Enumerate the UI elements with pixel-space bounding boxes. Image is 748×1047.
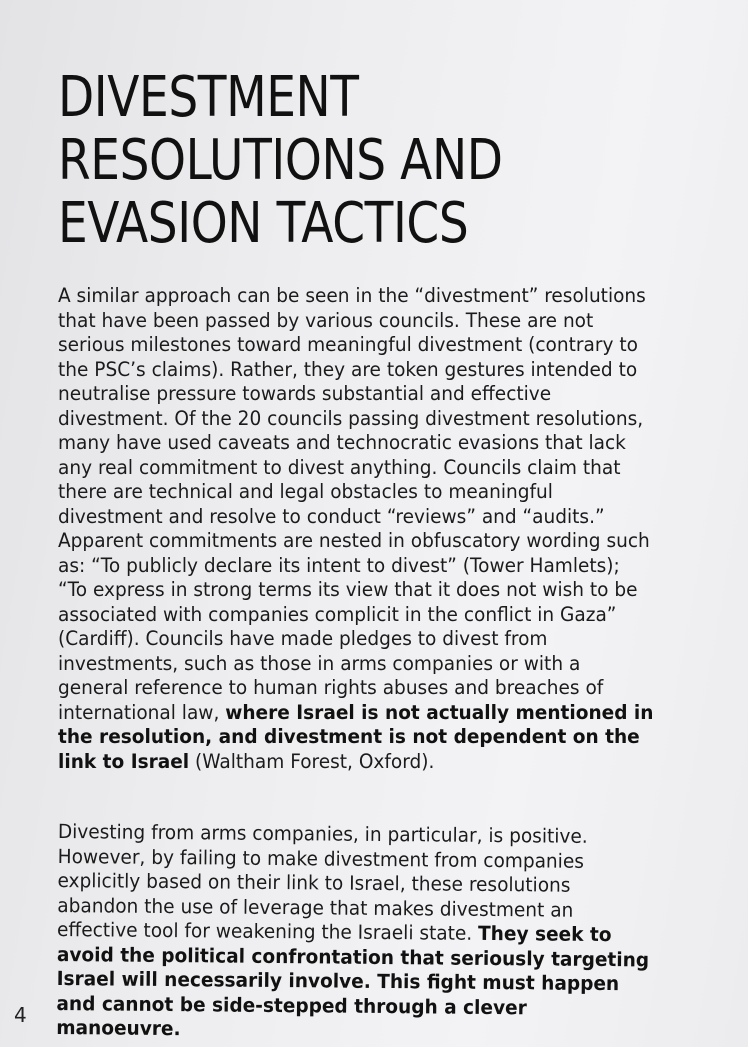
body-paragraph-2: [56, 820, 654, 1046]
title-line-1: DIVESTMENT: [58, 65, 359, 130]
paragraph-1-text: A similar approach can be seen in the “divestment” resolutions that have been passed by various councils. These are not serious milestones toward meaningful divestment (contrary to the PSC’s claims). Rather, they are token gestures intended to neutralise pressure towards substantial and effective divestment. Of the 20 councils passing divestment resolutions, many have used caveats and technocratic evasions that lack any real commitment to divest anything. Councils claim that there are technical and legal obstacles to meaningful divestment and resolve to conduct “reviews” and “audits.” Apparent commitments are nested in obfuscatory wording such as: “To publicly declare its intent to divest” (Tower Hamlets); “To express in strong terms its view that it does not wish to be associated with companies complicit in the conflict in Gaza” (Cardiff). Councils have made pledges to divest from investments, such as those in arms companies or with a general reference to human rights abuses and breaches of international law,: [58, 284, 650, 724]
paragraph-1-citation: (Waltham Forest, Oxford).: [189, 749, 435, 773]
title-line-3: EVASION TACTICS: [58, 191, 469, 256]
body-paragraph-1: [58, 284, 655, 774]
paragraph-2-text: Divesting from arms companies, in particular, is positive. However, by failing to make divestment from companies explicitly based on their link to Israel, these resolutions abandon the use of leverage that makes divestment an effective tool for weakening the Israeli state.: [56, 820, 588, 945]
page-number: 4: [14, 1003, 27, 1027]
paragraph-1-emphasis: where Israel is not actually mentioned in the resolution, and divestment is not dependent on the link to Israel: [58, 700, 654, 773]
paragraph-2-emphasis: They seek to avoid the political confrontation that seriously targeting Israel will necessarily involve. This fight must happen and cannot be side-stepped through a clever manoeuvre.: [56, 921, 650, 1041]
title-line-2: RESOLUTIONS AND: [58, 128, 503, 193]
page-title: [58, 66, 596, 255]
